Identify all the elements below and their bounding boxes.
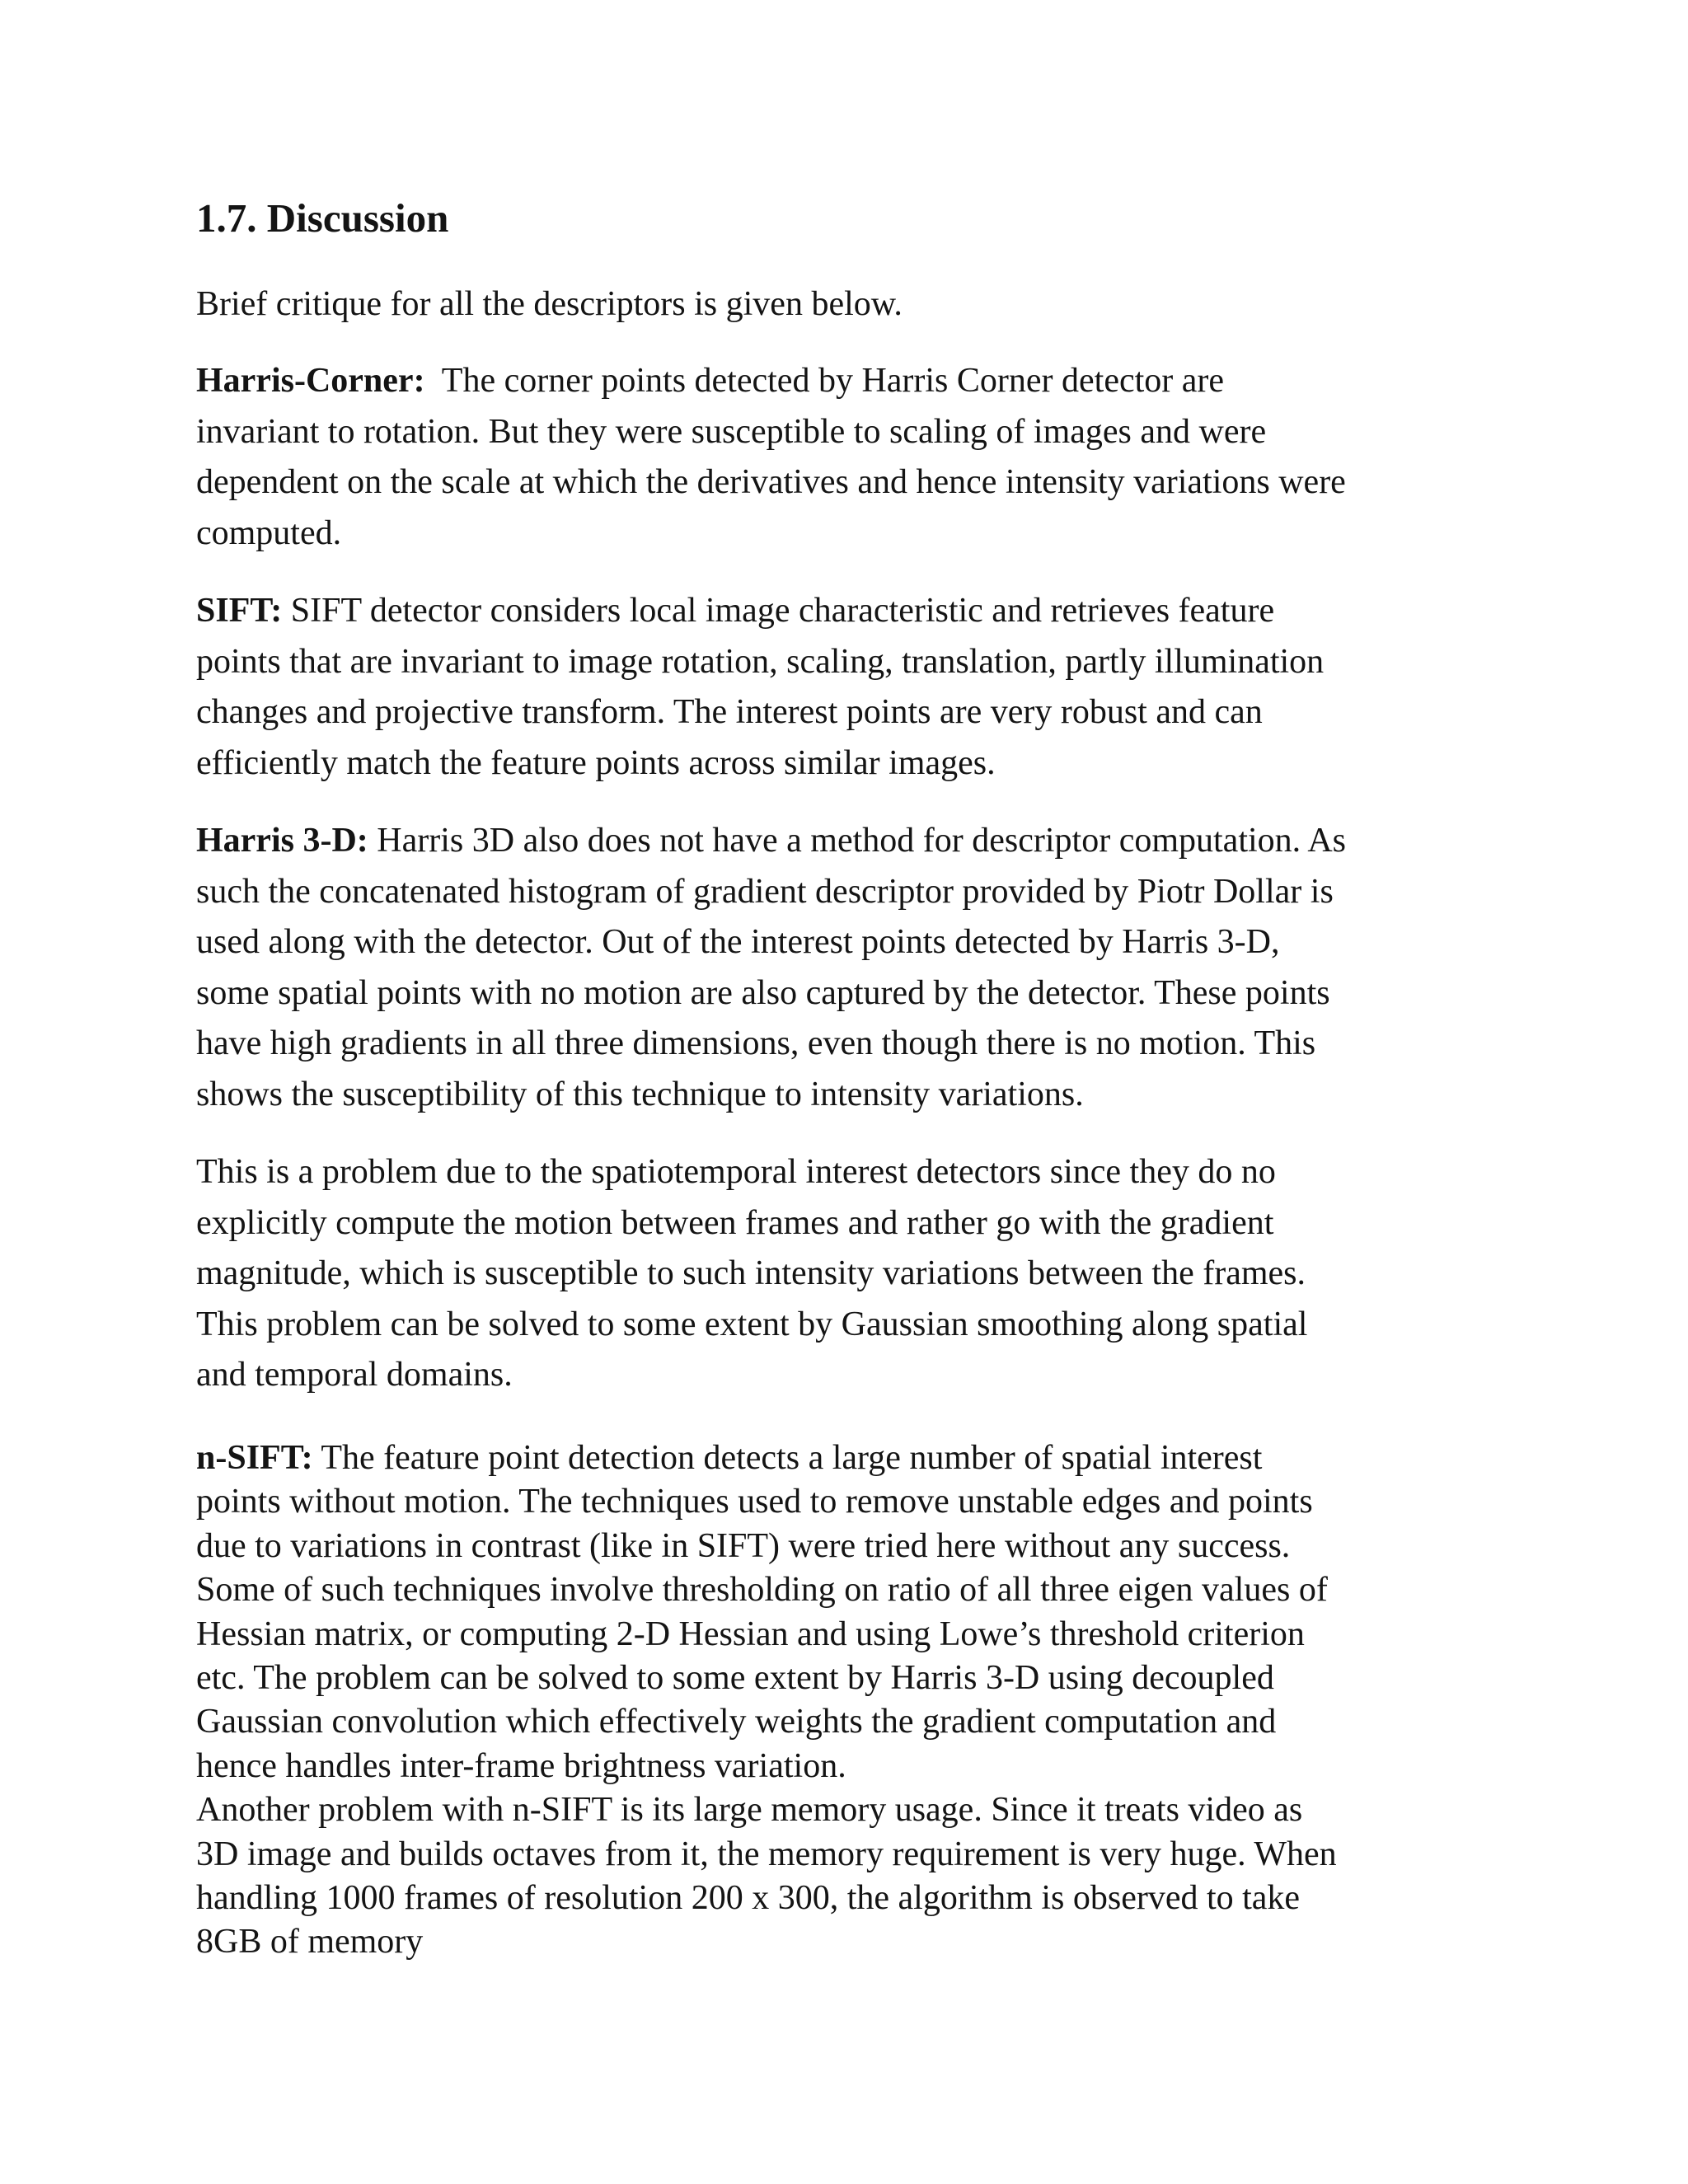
harris-3d-paragraph	[196, 816, 1346, 1120]
harris-corner-label: Harris-Corner:	[196, 362, 425, 400]
harris-corner-paragraph	[196, 356, 1346, 559]
n-sift-paragraph	[196, 1436, 1337, 1965]
n-sift-line-6: etc. The problem can be solved to some extent by Harris 3-D using decoupled	[196, 1659, 1274, 1698]
sift-label: SIFT:	[196, 592, 283, 630]
n-sift-line-7: Gaussian convolution which effectively weights the gradient computation and	[196, 1703, 1277, 1741]
problem-line-5: and temporal domains.	[196, 1356, 513, 1394]
harris-3d-line-1	[196, 816, 1346, 867]
n-sift-line-3: due to variations in contrast (like in SIFT) were tried here without any success.	[196, 1526, 1291, 1565]
sift-line-4: efficiently match the feature points across similar images.	[196, 743, 996, 782]
harris-corner-line-2: invariant to rotation. But they were susceptible to scaling of images and were	[196, 412, 1267, 451]
harris-corner-line-3: dependent on the scale at which the derivatives and hence intensity variations were	[196, 463, 1346, 501]
harris-3d-label: Harris 3-D:	[196, 822, 368, 860]
problem-line-4: This problem can be solved to some extent by Gaussian smoothing along spatial	[196, 1305, 1308, 1343]
harris-3d-line-3: used along with the detector. Out of the interest points detected by Harris 3-D,	[196, 923, 1280, 961]
sift-paragraph	[196, 586, 1324, 789]
harris-3d-line-2: such the concatenated histogram of gradient descriptor provided by Piotr Dollar is	[196, 872, 1334, 911]
problem-line-3: magnitude, which is susceptible to such intensity variations between the frames.	[196, 1254, 1306, 1292]
harris-corner-line-1	[196, 356, 1346, 407]
sift-line-2: points that are invariant to image rotation, scaling, translation, partly illumination	[196, 642, 1325, 681]
n-sift-line-4: Some of such techniques involve thresholding on ratio of all three eigen values of	[196, 1571, 1328, 1610]
harris-corner-text: The corner points detected by Harris Corner detector are	[424, 362, 1225, 400]
intro-paragraph: Brief critique for all the descriptors is given below.	[196, 285, 903, 323]
n-sift-text: The feature point detection detects a large number of spatial interest	[312, 1439, 1263, 1477]
n-sift-line-11: handling 1000 frames of resolution 200 x 300, the algorithm is observed to take	[196, 1879, 1301, 1918]
n-sift-label: n-SIFT:	[196, 1439, 313, 1477]
n-sift-line-2: points without motion. The techniques used to remove unstable edges and points	[196, 1483, 1313, 1521]
harris-3d-line-6: shows the susceptibility of this technique to intensity variations.	[196, 1075, 1084, 1113]
sift-line-3: changes and projective transform. The interest points are very robust and can	[196, 693, 1263, 731]
problem-paragraph	[196, 1147, 1307, 1401]
sift-line-1	[196, 586, 1324, 637]
harris-3d-line-4: some spatial points with no motion are also captured by the detector. These points	[196, 973, 1330, 1012]
harris-3d-line-5: have high gradients in all three dimensions, even though there is no motion. This	[196, 1024, 1316, 1062]
n-sift-line-8: hence handles inter-frame brightness variation.	[196, 1746, 846, 1785]
problem-line-1: This is a problem due to the spatiotemporal interest detectors since they do no	[196, 1153, 1276, 1191]
section-heading: 1.7. Discussion	[196, 195, 449, 241]
n-sift-line-1	[196, 1436, 1337, 1480]
harris-corner-line-4: computed.	[196, 513, 342, 552]
n-sift-line-9: Another problem with n-SIFT is its large memory usage. Since it treats video as	[196, 1791, 1303, 1830]
problem-line-2: explicitly compute the motion between frames and rather go with the gradient	[196, 1203, 1274, 1242]
sift-text: SIFT detector considers local image characteristic and retrieves feature	[282, 592, 1275, 630]
n-sift-line-12: 8GB of memory	[196, 1923, 424, 1961]
n-sift-line-10: 3D image and builds octaves from it, the memory requirement is very huge. When	[196, 1835, 1337, 1873]
n-sift-line-5: Hessian matrix, or computing 2-D Hessian and using Lowe’s threshold criterion	[196, 1615, 1305, 1653]
harris-3d-text: Harris 3D also does not have a method for descriptor computation. As	[368, 822, 1347, 860]
